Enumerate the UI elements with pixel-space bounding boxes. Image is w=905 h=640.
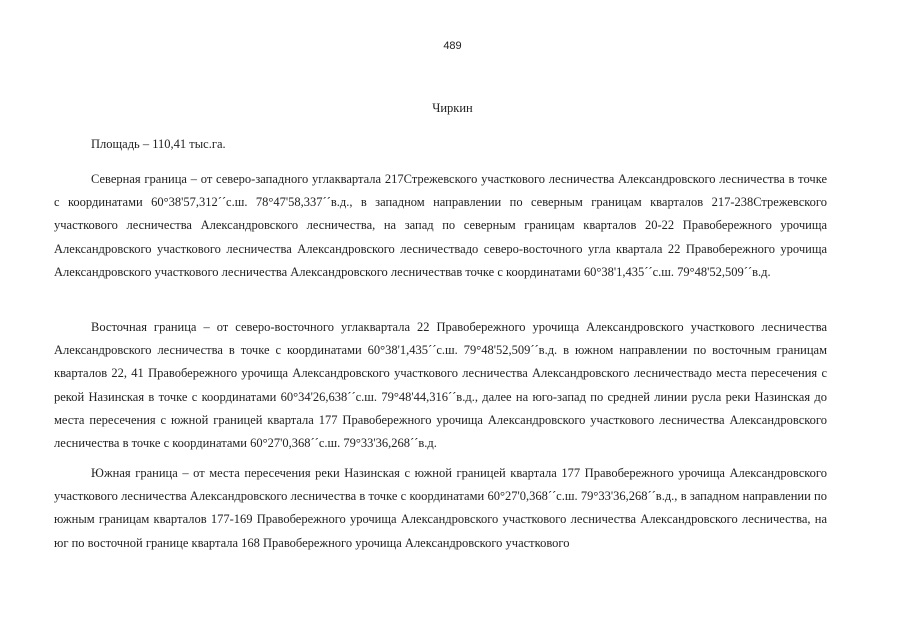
paragraph-area: Площадь – 110,41 тыс.га. (91, 137, 226, 151)
paragraph-south-border: Южная граница – от места пересечения реки Назинская с южной границей квартала 177 Правобережного урочища Александровского участкового лесничества Александровского лесничества в точке с координатами 60°27'0,368´´с.ш. 79°33'36,268´´в.д., в западном направлении по южным границам кварталов 177-169 Правобережного урочища Александровского участкового лесничества Александровского лесничества, на юг по восточной границе квартала 168 Правобережного урочища Александровского участкового (54, 466, 827, 550)
page-number: 489 (443, 40, 462, 52)
paragraph-east-border: Восточная граница – от северо-восточного углаквартала 22 Правобережного урочища Александровского участкового лесничества Александровского лесничества в точке с координатами 60°38'1,435´´с.ш. 79°48'52,509´´в.д. в южном направлении по восточным границам кварталов 22, 41 Правобережного урочища Александровского участкового лесничества Александровского лесничествадо места пересечения с рекой Назинская в точке с координатами 60°34'26,638´´с.ш. 79°48'44,316´´в.д., далее на юго-запад по средней линии русла реки Назинская до места пересечения с южной границей квартала 177 Правобережного урочища Александровского участкового лесничества Александровского лесничества в точке с координатами 60°27'0,368´´с.ш. 79°33'36,268´´в.д. (54, 320, 827, 451)
section-title: Чиркин (432, 101, 473, 115)
paragraph-north-border: Северная граница – от северо-западного углаквартала 217Стрежевского участкового лесничества Александровского лесничества в точке с координатами 60°38'57,312´´с.ш. 78°47'58,337´´в.д., в западном направлении по северным границам кварталов 217-238Стрежевского участкового лесничества Александровского лесничества, на запад по северным границам кварталов 20-22 Правобережного урочища Александровского участкового лесничества Александровского лесничествадо северо-восточного угла квартала 22 Правобережного урочища Александровского участкового лесничества Александровского лесничествав точке с координатами 60°38'1,435´´с.ш. 79°48'52,509´´в.д. (54, 172, 827, 279)
